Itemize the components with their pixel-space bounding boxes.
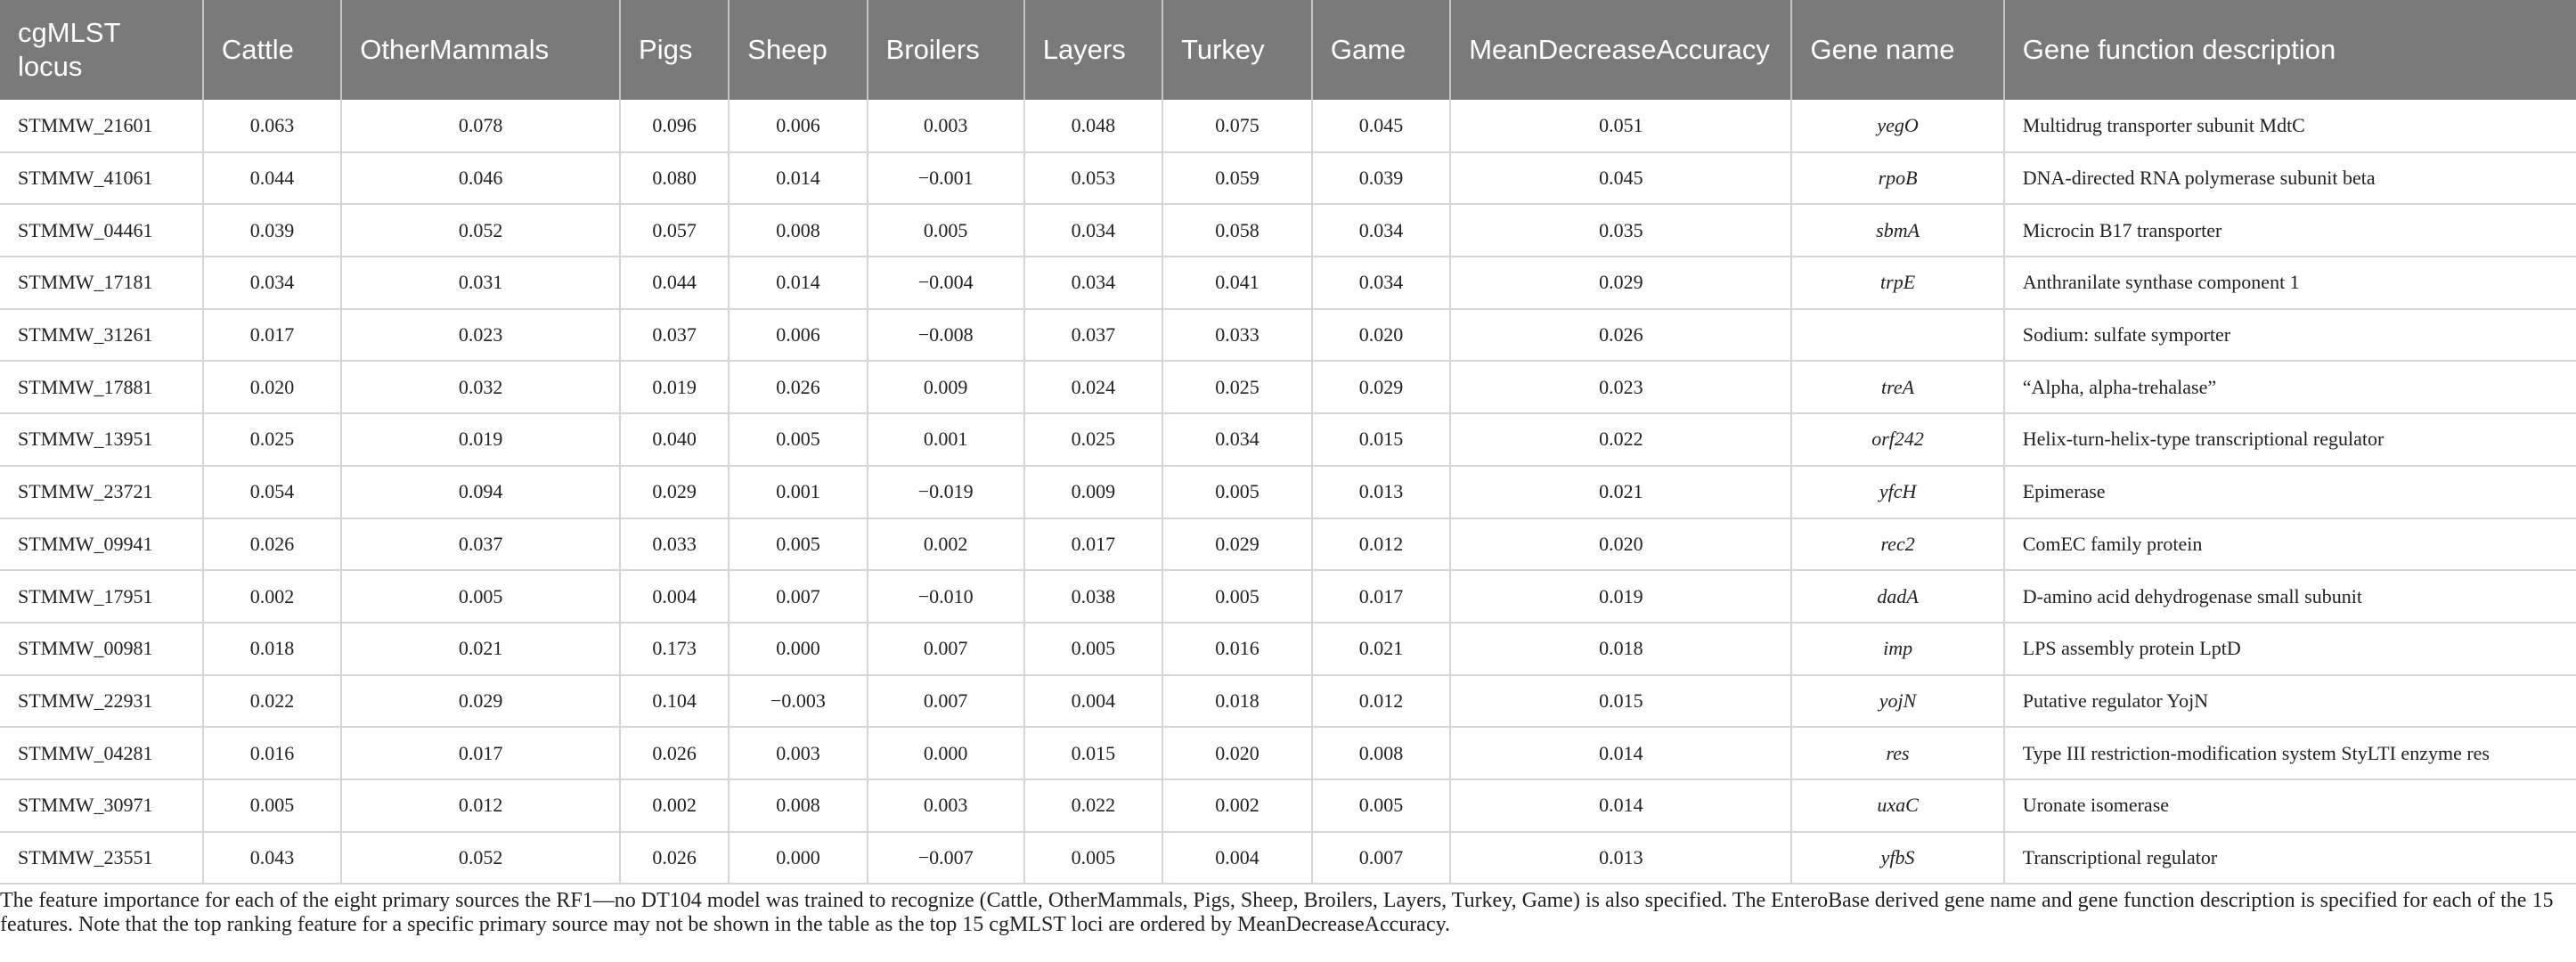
cell-meandecreaseaccuracy: 0.045 (1450, 152, 1791, 205)
cell-pigs: 0.173 (620, 623, 729, 675)
cell-game: 0.015 (1312, 413, 1450, 466)
cell-broilers: 0.003 (868, 779, 1024, 832)
cell-othermammals: 0.037 (341, 518, 620, 571)
table-row (0, 257, 2576, 309)
cell-cattle: 0.025 (203, 413, 341, 466)
table-row (0, 152, 2576, 205)
table-row (0, 570, 2576, 623)
cell-gene-name: rpoB (1791, 152, 2003, 205)
header-layers: Layers (1024, 0, 1162, 100)
cell-pigs: 0.080 (620, 152, 729, 205)
cell-layers: 0.009 (1024, 466, 1162, 518)
cell-pigs: 0.026 (620, 727, 729, 779)
cell-turkey: 0.058 (1162, 204, 1312, 257)
cell-sheep: 0.005 (729, 518, 867, 571)
cell-pigs: 0.002 (620, 779, 729, 832)
cell-turkey: 0.029 (1162, 518, 1312, 571)
cell-gene-function: DNA-directed RNA polymerase subunit beta (2004, 152, 2576, 205)
cell-gene-name (1791, 309, 2003, 362)
cell-layers: 0.005 (1024, 623, 1162, 675)
cell-layers: 0.038 (1024, 570, 1162, 623)
cell-cattle: 0.018 (203, 623, 341, 675)
cell-pigs: 0.029 (620, 466, 729, 518)
cell-turkey: 0.016 (1162, 623, 1312, 675)
cell-locus: STMMW_23551 (0, 832, 203, 885)
cell-cattle: 0.039 (203, 204, 341, 257)
cell-gene-function: “Alpha, alpha-trehalase” (2004, 361, 2576, 413)
cell-locus: STMMW_00981 (0, 623, 203, 675)
cell-gene-name: treA (1791, 361, 2003, 413)
header-cattle: Cattle (203, 0, 341, 100)
cell-sheep: 0.014 (729, 152, 867, 205)
cell-gene-name: sbmA (1791, 204, 2003, 257)
cell-cattle: 0.002 (203, 570, 341, 623)
cell-game: 0.017 (1312, 570, 1450, 623)
cell-layers: 0.034 (1024, 257, 1162, 309)
cell-pigs: 0.004 (620, 570, 729, 623)
cell-broilers: −0.001 (868, 152, 1024, 205)
cell-broilers: 0.001 (868, 413, 1024, 466)
table-row (0, 361, 2576, 413)
cell-gene-function: Microcin B17 transporter (2004, 204, 2576, 257)
cell-pigs: 0.040 (620, 413, 729, 466)
cell-layers: 0.048 (1024, 100, 1162, 152)
cell-pigs: 0.019 (620, 361, 729, 413)
cell-sheep: 0.000 (729, 623, 867, 675)
cell-broilers: 0.009 (868, 361, 1024, 413)
cell-pigs: 0.104 (620, 675, 729, 728)
cell-layers: 0.005 (1024, 832, 1162, 885)
cell-gene-function: Transcriptional regulator (2004, 832, 2576, 885)
header-gene-name: Gene name (1791, 0, 2003, 100)
cell-gene-name: dadA (1791, 570, 2003, 623)
cell-meandecreaseaccuracy: 0.013 (1450, 832, 1791, 885)
cell-turkey: 0.005 (1162, 466, 1312, 518)
table-row (0, 779, 2576, 832)
table-row (0, 623, 2576, 675)
table-body (0, 100, 2576, 884)
cell-othermammals: 0.031 (341, 257, 620, 309)
cell-turkey: 0.041 (1162, 257, 1312, 309)
cell-locus: STMMW_21601 (0, 100, 203, 152)
cell-meandecreaseaccuracy: 0.051 (1450, 100, 1791, 152)
cell-locus: STMMW_17951 (0, 570, 203, 623)
table-row (0, 675, 2576, 728)
cell-cattle: 0.026 (203, 518, 341, 571)
cell-cattle: 0.017 (203, 309, 341, 362)
cell-meandecreaseaccuracy: 0.035 (1450, 204, 1791, 257)
cell-gene-name: imp (1791, 623, 2003, 675)
cell-game: 0.013 (1312, 466, 1450, 518)
cell-game: 0.039 (1312, 152, 1450, 205)
cell-locus: STMMW_09941 (0, 518, 203, 571)
cell-meandecreaseaccuracy: 0.021 (1450, 466, 1791, 518)
cell-game: 0.021 (1312, 623, 1450, 675)
cell-gene-function: ComEC family protein (2004, 518, 2576, 571)
table-row (0, 727, 2576, 779)
cell-layers: 0.034 (1024, 204, 1162, 257)
cell-othermammals: 0.019 (341, 413, 620, 466)
table-footnote: The feature importance for each of the eight primary sources the RF1—no DT104 model was trained to recognize (Cattle, OtherMammals, Pigs, Sheep, Broilers, Layers, Turkey, Game) is also specified. The EnteroBase derived gene name and gene function description is specified for each of the 15 features. Note that the top ranking feature for a specific primary source may not be shown in the table as the top 15 cgMLST loci are ordered by MeanDecreaseAccuracy. (0, 889, 2554, 936)
cell-gene-function: Uronate isomerase (2004, 779, 2576, 832)
cell-othermammals: 0.032 (341, 361, 620, 413)
cell-othermammals: 0.023 (341, 309, 620, 362)
cell-game: 0.045 (1312, 100, 1450, 152)
cell-gene-function: Epimerase (2004, 466, 2576, 518)
table-row (0, 413, 2576, 466)
cell-layers: 0.037 (1024, 309, 1162, 362)
cell-game: 0.020 (1312, 309, 1450, 362)
cell-gene-function: Anthranilate synthase component 1 (2004, 257, 2576, 309)
cell-sheep: 0.026 (729, 361, 867, 413)
cell-othermammals: 0.012 (341, 779, 620, 832)
header-sheep: Sheep (729, 0, 867, 100)
cell-pigs: 0.026 (620, 832, 729, 885)
cell-meandecreaseaccuracy: 0.020 (1450, 518, 1791, 571)
cell-gene-function: Putative regulator YojN (2004, 675, 2576, 728)
cell-cattle: 0.020 (203, 361, 341, 413)
cell-turkey: 0.033 (1162, 309, 1312, 362)
cell-locus: STMMW_22931 (0, 675, 203, 728)
cell-pigs: 0.096 (620, 100, 729, 152)
cell-cattle: 0.063 (203, 100, 341, 152)
cell-turkey: 0.005 (1162, 570, 1312, 623)
cell-sheep: 0.006 (729, 309, 867, 362)
cell-sheep: 0.008 (729, 779, 867, 832)
cell-layers: 0.015 (1024, 727, 1162, 779)
cell-sheep: 0.000 (729, 832, 867, 885)
cell-pigs: 0.044 (620, 257, 729, 309)
cell-othermammals: 0.078 (341, 100, 620, 152)
header-cgmlst-locus: cgMLST locus (0, 0, 203, 100)
cell-sheep: −0.003 (729, 675, 867, 728)
cell-game: 0.029 (1312, 361, 1450, 413)
cell-broilers: 0.007 (868, 675, 1024, 728)
cell-locus: STMMW_04461 (0, 204, 203, 257)
cell-sheep: 0.003 (729, 727, 867, 779)
table-row (0, 518, 2576, 571)
table-row (0, 100, 2576, 152)
cell-broilers: 0.002 (868, 518, 1024, 571)
cell-locus: STMMW_30971 (0, 779, 203, 832)
cell-game: 0.008 (1312, 727, 1450, 779)
cell-gene-name: trpE (1791, 257, 2003, 309)
cell-sheep: 0.007 (729, 570, 867, 623)
header-meandecreaseaccuracy: MeanDecreaseAccuracy (1450, 0, 1791, 100)
cell-locus: STMMW_23721 (0, 466, 203, 518)
cell-meandecreaseaccuracy: 0.029 (1450, 257, 1791, 309)
header-game: Game (1312, 0, 1450, 100)
cell-othermammals: 0.029 (341, 675, 620, 728)
cell-othermammals: 0.017 (341, 727, 620, 779)
cell-turkey: 0.025 (1162, 361, 1312, 413)
cell-sheep: 0.006 (729, 100, 867, 152)
cell-gene-function: D-amino acid dehydrogenase small subunit (2004, 570, 2576, 623)
cell-game: 0.007 (1312, 832, 1450, 885)
cell-sheep: 0.014 (729, 257, 867, 309)
cell-meandecreaseaccuracy: 0.026 (1450, 309, 1791, 362)
cell-gene-name: uxaC (1791, 779, 2003, 832)
cell-game: 0.034 (1312, 204, 1450, 257)
cell-broilers: −0.008 (868, 309, 1024, 362)
cell-gene-function: Multidrug transporter subunit MdtC (2004, 100, 2576, 152)
cell-locus: STMMW_17881 (0, 361, 203, 413)
cell-pigs: 0.037 (620, 309, 729, 362)
cell-meandecreaseaccuracy: 0.023 (1450, 361, 1791, 413)
cell-cattle: 0.022 (203, 675, 341, 728)
cell-turkey: 0.059 (1162, 152, 1312, 205)
table-row (0, 832, 2576, 885)
cell-cattle: 0.034 (203, 257, 341, 309)
cell-turkey: 0.018 (1162, 675, 1312, 728)
cell-othermammals: 0.005 (341, 570, 620, 623)
cell-meandecreaseaccuracy: 0.022 (1450, 413, 1791, 466)
cell-turkey: 0.034 (1162, 413, 1312, 466)
cell-gene-function: Helix-turn-helix-type transcriptional regulator (2004, 413, 2576, 466)
table-row (0, 309, 2576, 362)
table-row (0, 204, 2576, 257)
cell-gene-name: yegO (1791, 100, 2003, 152)
cell-gene-function: Sodium: sulfate symporter (2004, 309, 2576, 362)
cell-gene-function: Type III restriction-modification system StyLTI enzyme res (2004, 727, 2576, 779)
cell-othermammals: 0.052 (341, 204, 620, 257)
cell-broilers: −0.019 (868, 466, 1024, 518)
header-gene-function-description: Gene function description (2004, 0, 2576, 100)
cell-layers: 0.004 (1024, 675, 1162, 728)
cell-locus: STMMW_04281 (0, 727, 203, 779)
cell-cattle: 0.016 (203, 727, 341, 779)
cell-cattle: 0.043 (203, 832, 341, 885)
cell-othermammals: 0.046 (341, 152, 620, 205)
cell-gene-name: yfcH (1791, 466, 2003, 518)
cell-cattle: 0.054 (203, 466, 341, 518)
cell-cattle: 0.005 (203, 779, 341, 832)
cell-sheep: 0.001 (729, 466, 867, 518)
cell-pigs: 0.057 (620, 204, 729, 257)
cell-layers: 0.017 (1024, 518, 1162, 571)
cell-gene-name: orf242 (1791, 413, 2003, 466)
cell-layers: 0.025 (1024, 413, 1162, 466)
cell-game: 0.005 (1312, 779, 1450, 832)
cell-meandecreaseaccuracy: 0.019 (1450, 570, 1791, 623)
header-turkey: Turkey (1162, 0, 1312, 100)
cell-gene-function: LPS assembly protein LptD (2004, 623, 2576, 675)
cell-broilers: 0.007 (868, 623, 1024, 675)
cell-layers: 0.024 (1024, 361, 1162, 413)
cell-gene-name: yojN (1791, 675, 2003, 728)
cell-pigs: 0.033 (620, 518, 729, 571)
cell-turkey: 0.075 (1162, 100, 1312, 152)
table-header-row (0, 0, 2576, 100)
cell-layers: 0.022 (1024, 779, 1162, 832)
cell-turkey: 0.002 (1162, 779, 1312, 832)
cell-locus: STMMW_13951 (0, 413, 203, 466)
cell-cattle: 0.044 (203, 152, 341, 205)
cell-othermammals: 0.052 (341, 832, 620, 885)
cell-game: 0.012 (1312, 518, 1450, 571)
header-broilers: Broilers (868, 0, 1024, 100)
header-pigs: Pigs (620, 0, 729, 100)
cell-layers: 0.053 (1024, 152, 1162, 205)
cell-meandecreaseaccuracy: 0.014 (1450, 727, 1791, 779)
cell-turkey: 0.004 (1162, 832, 1312, 885)
cell-gene-name: res (1791, 727, 2003, 779)
cell-meandecreaseaccuracy: 0.014 (1450, 779, 1791, 832)
table-row (0, 466, 2576, 518)
cell-locus: STMMW_41061 (0, 152, 203, 205)
cell-othermammals: 0.021 (341, 623, 620, 675)
cell-broilers: −0.004 (868, 257, 1024, 309)
cell-game: 0.012 (1312, 675, 1450, 728)
cell-broilers: 0.000 (868, 727, 1024, 779)
cell-sheep: 0.005 (729, 413, 867, 466)
cell-gene-name: rec2 (1791, 518, 2003, 571)
cell-broilers: 0.003 (868, 100, 1024, 152)
cell-broilers: −0.010 (868, 570, 1024, 623)
cell-game: 0.034 (1312, 257, 1450, 309)
cell-broilers: −0.007 (868, 832, 1024, 885)
cell-turkey: 0.020 (1162, 727, 1312, 779)
cell-locus: STMMW_17181 (0, 257, 203, 309)
cell-locus: STMMW_31261 (0, 309, 203, 362)
cell-broilers: 0.005 (868, 204, 1024, 257)
cell-meandecreaseaccuracy: 0.018 (1450, 623, 1791, 675)
header-othermammals: OtherMammals (341, 0, 620, 100)
cell-meandecreaseaccuracy: 0.015 (1450, 675, 1791, 728)
cell-gene-name: yfbS (1791, 832, 2003, 885)
cell-othermammals: 0.094 (341, 466, 620, 518)
cell-sheep: 0.008 (729, 204, 867, 257)
